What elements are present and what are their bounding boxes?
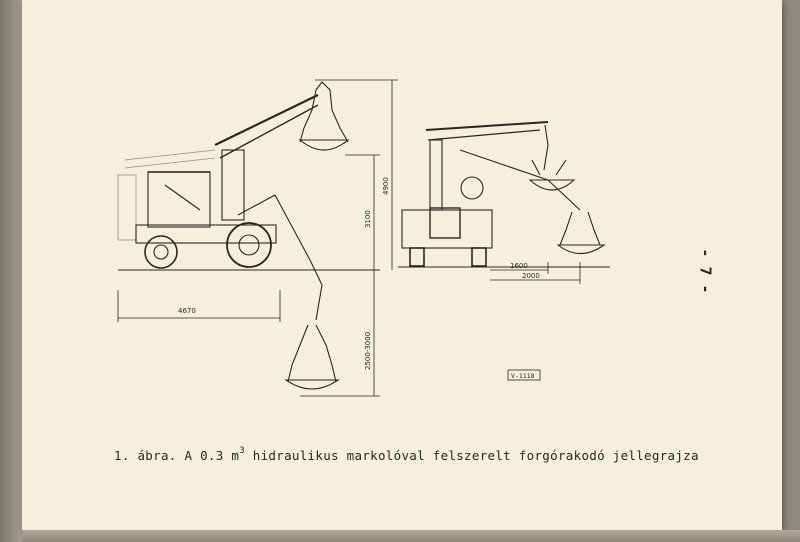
loader-front-view [402,122,604,266]
drawing-stamp: V-1118 [511,372,535,380]
caption-prefix: 1. ábra. [114,448,177,464]
dimension-lines [118,80,580,396]
page-number: - 7 - [696,248,715,294]
dim-label-4670: 4670 [178,307,196,315]
dim-label-2000: 2000 [522,272,540,280]
dim-label-4900: 4900 [382,177,390,195]
loader-side-view [136,82,348,389]
dim-label-3100: 3100 [364,210,372,228]
dim-label-depth-range: 2500-3000 [364,331,372,370]
caption-text-before: A 0.3 m [184,448,240,464]
caption-superscript: 3 [239,446,245,456]
dim-label-1600: 1600 [510,262,528,270]
caption-text-after: hidraulikus markolóval felszerelt forgórakodó jellegrajza [244,448,699,464]
figure-caption [114,448,699,463]
